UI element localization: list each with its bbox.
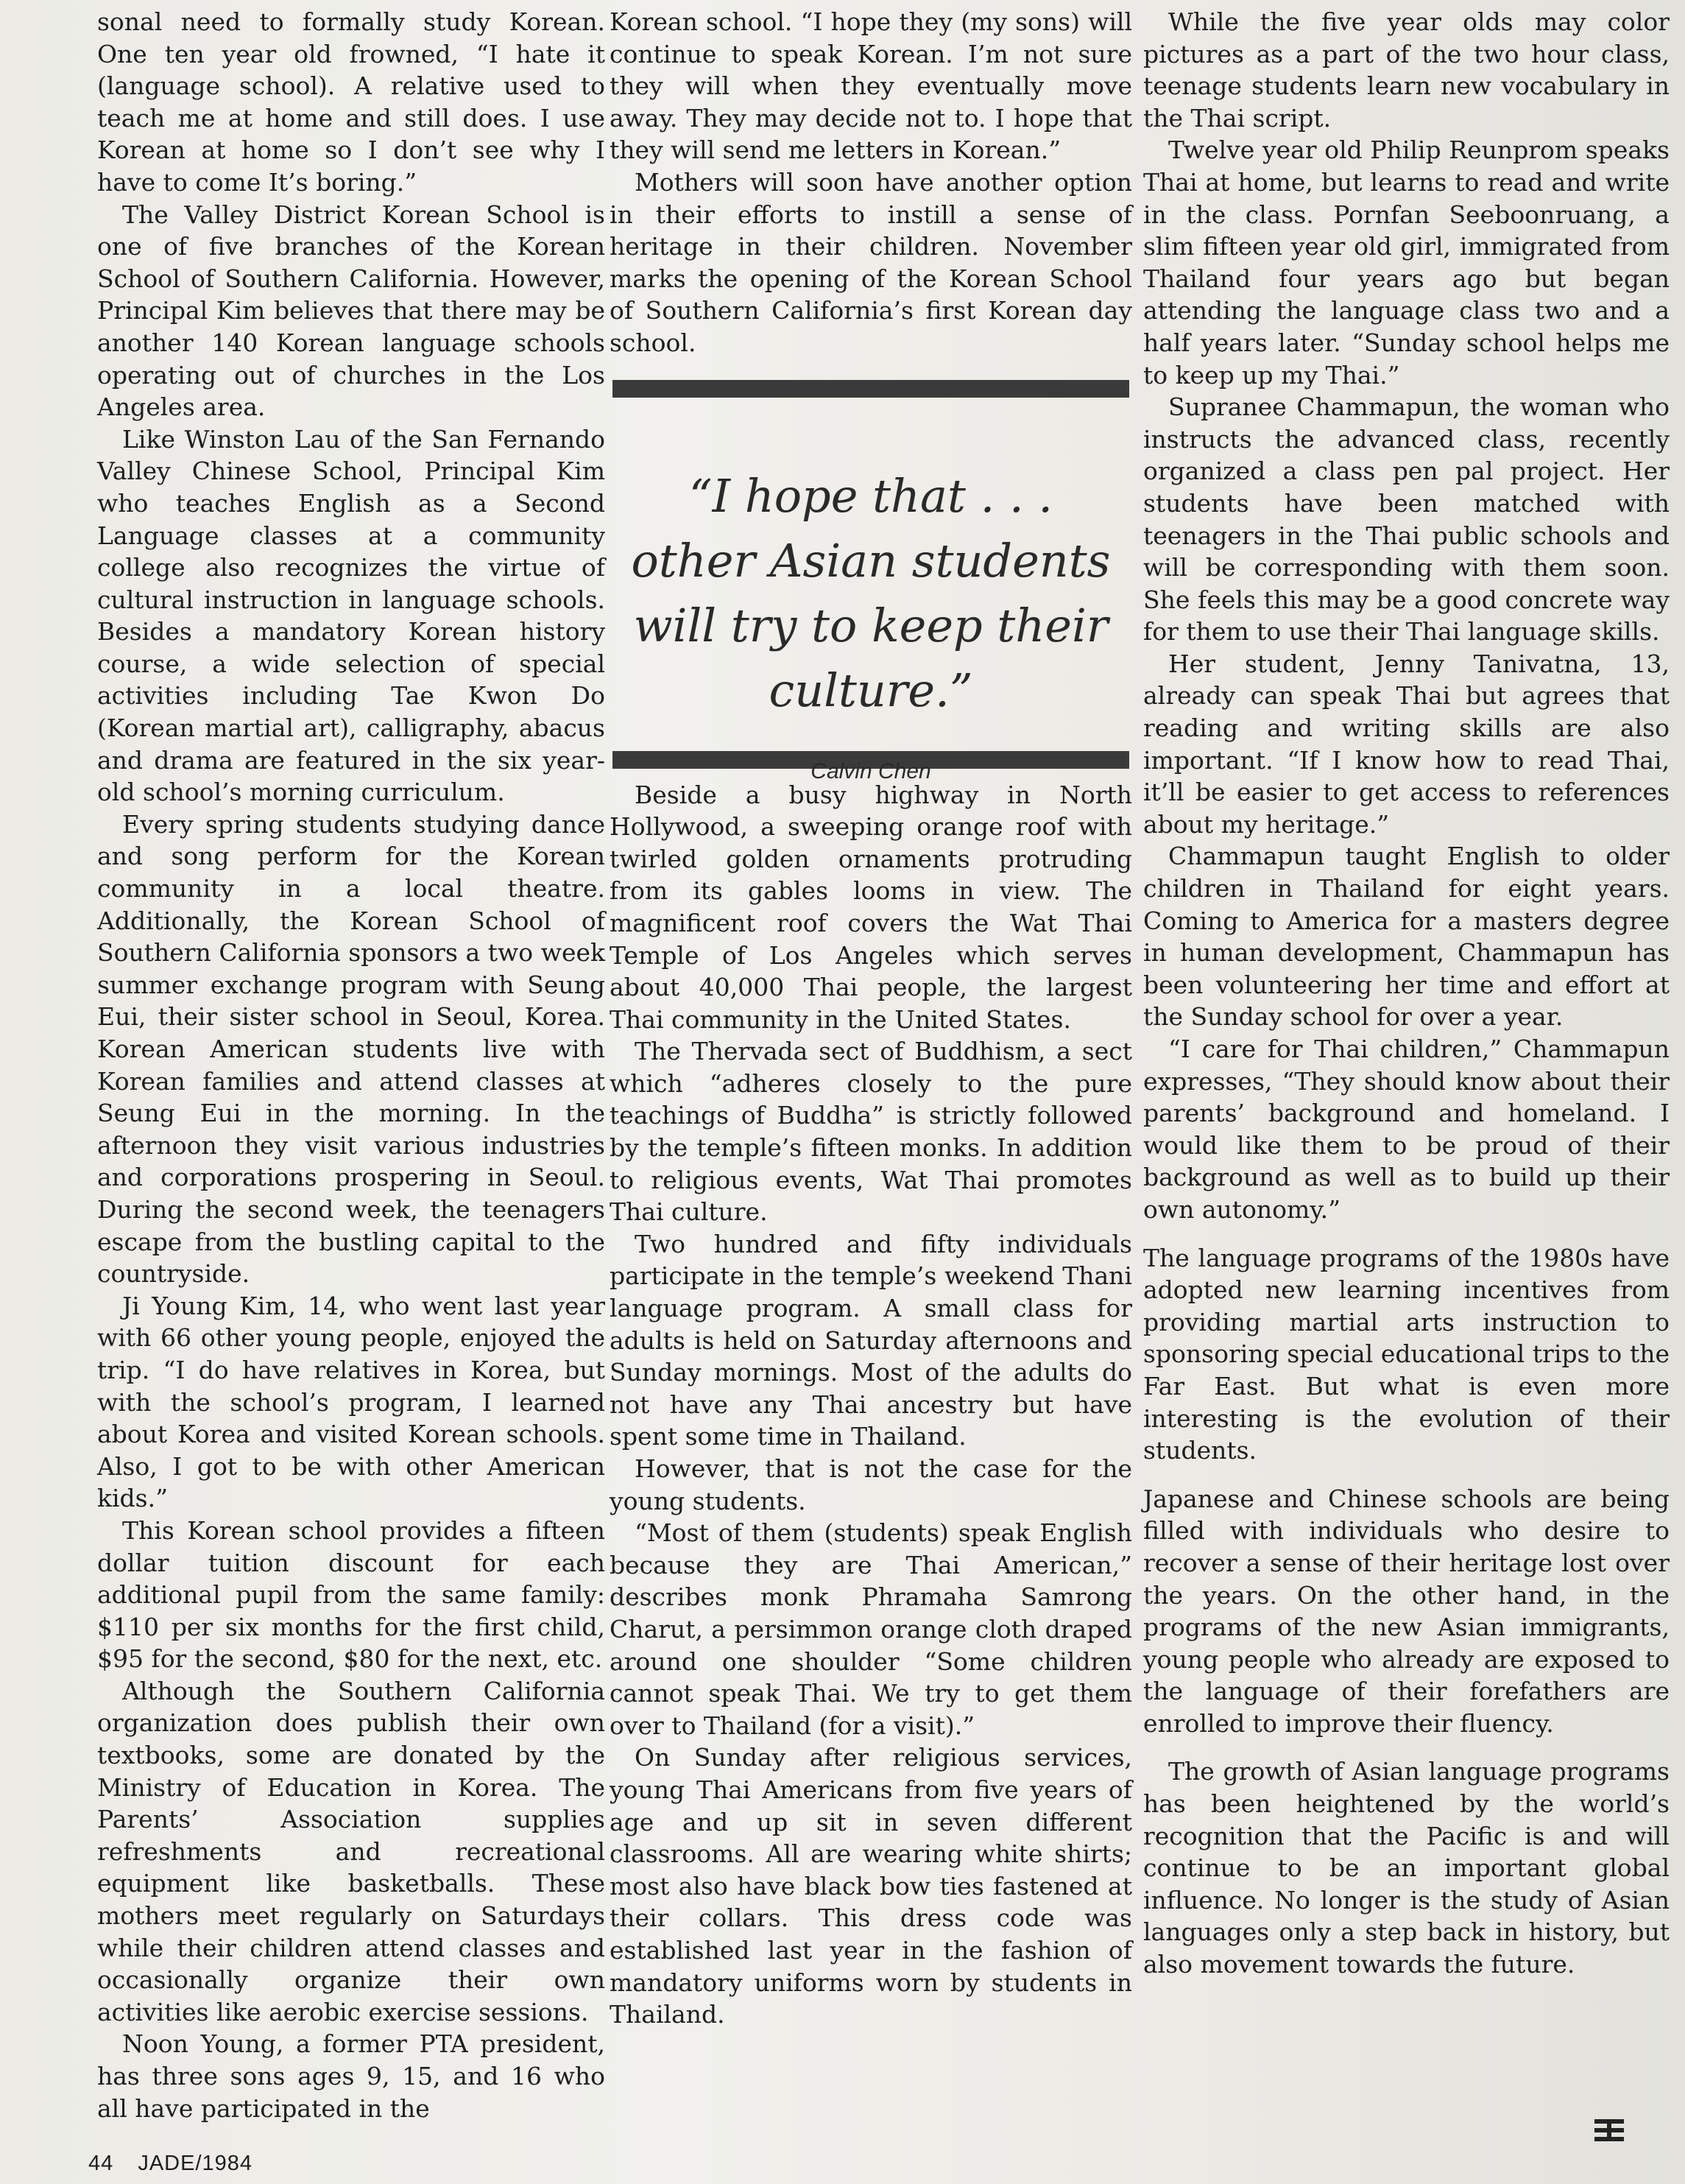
pull-quote: “I hope that . . . other Asian students will try to keep their culture.” — [631, 468, 1111, 717]
paragraph: Twelve year old Philip Reunprom speaks Thai at home, but learns to read and write in the class. Pornfan Seeboonruang, a slim fifteen year old girl, immigrated from Thailand four years ago but began attending the language class two and a half years later. “Sunday school helps me to keep up my Thai.” — [1143, 135, 1670, 390]
pull-quote-credit: Calvin Chen — [810, 758, 931, 783]
pull-quote-top-rule — [612, 380, 1129, 398]
paragraph: The growth of Asian language programs has been heightened by the world’s recognition that the Pacific is and will continue to be an important global influence. No longer is the study of Asian languages only a step back in history, but also movement towards the future. — [1143, 1757, 1670, 1979]
pull-quote-box — [610, 398, 1132, 783]
paragraph: Noon Young, a former PTA president, has three sons ages 9, 15, and 16 who all have participated in the — [97, 2029, 605, 2123]
publication-name: JADE/1984 — [138, 2152, 253, 2175]
column-2 — [610, 6, 1132, 2031]
paragraph: Mothers will soon have another option in their efforts to instill a sense of heritage in their children. November marks the opening of the Korean School of Southern California’s first Korean day school. — [610, 167, 1132, 357]
paragraph: Japanese and Chinese schools are being filled with individuals who desire to recover a sense of their heritage lost over the years. On the other hand, in the programs of the new Asian immigrants, young people who already are exposed to the language of their forefathers are enrolled to improve their fluency. — [1143, 1484, 1670, 1738]
paragraph: Two hundred and fifty individuals participate in the temple’s weekend Thani language program. A small class for adults is held on Saturday afternoons and Sunday mornings. Most of the adults do not have any Thai ancestry but have spent some time in Thailand. — [610, 1229, 1132, 1451]
paragraph: Like Winston Lau of the San Fernando Valley Chinese School, Principal Kim who teaches English as a Second Language classes at a community college also recognizes the virtue of cultural instruction in language schools. Besides a mandatory Korean history course, a wide selection of special activities including Tae Kwon Do (Korean martial art), calligraphy, abacus and drama are featured in the six year-old school’s morning curriculum. — [97, 424, 605, 807]
paragraph: Chammapun taught English to older children in Thailand for eight years. Coming to America for a masters degree in human development, Chammapun has been volunteering her time and effort at the Sunday school for over a year. — [1143, 842, 1670, 1032]
paragraph: Beside a busy highway in North Hollywood, a sweeping orange roof with twirled golden ornaments protruding from its gables looms in view. The magnificent roof covers the Wat Thai Temple of Los Angeles which serves about 40,000 Thai people, the largest Thai community in the United States. — [610, 780, 1132, 1034]
paragraph: While the five year olds may color pictures as a part of the two hour class, teenage students learn new vocabulary in the Thai script. — [1143, 7, 1670, 133]
paragraph: However, that is not the case for the young students. — [610, 1454, 1132, 1515]
paragraph: On Sunday after religious services, young Thai Americans from five years of age and up sit in seven different classrooms. All are wearing white shirts; most also have black bow ties fastened at their collars. This dress code was established last year in the fashion of mandatory uniforms worn by students in Thailand. — [610, 1743, 1132, 2029]
end-of-article-mark-icon — [1594, 2119, 1624, 2141]
paragraph: This Korean school provides a fifteen dollar tuition discount for each additional pupil from the same family: $110 per six months for the first child, $95 for the second, $80 for the next, etc. — [97, 1515, 605, 1674]
paragraph: Every spring students studying dance and song perform for the Korean community in a local theatre. Additionally, the Korean School of Southern California sponsors a two week summer exchange program with Seung Eui, their sister school in Seoul, Korea. Korean American students live with Korean families and attend classes at Seung Eui in the morning. In the afternoon they visit various industries and corporations prospering in Seoul. During the second week, the teenagers escape from the bustling capital to the countryside. — [97, 809, 605, 1289]
page-number: 44 — [88, 2152, 114, 2175]
paragraph: Her student, Jenny Tanivatna, 13, already can speak Thai but agrees that reading and writing skills are also important. “If I know how to read Thai, it’ll be easier to get access to references about my heritage.” — [1143, 649, 1670, 839]
paragraph: Ji Young Kim, 14, who went last year with 66 other young people, enjoyed the trip. “I do have relatives in Korea, but with the school’s program, I learned about Korea and visited Korean schools. Also, I got to be with other American kids.” — [97, 1291, 605, 1513]
paragraph: Korean school. “I hope they (my sons) will continue to speak Korean. I’m not sure they will when they eventually move away. They may decide not to. I hope that they will send me letters in Korean.” — [610, 7, 1132, 165]
paragraph: “Most of them (students) speak English because they are Thai American,” describes monk Phramaha Samrong Charut, a persimmon orange cloth draped around one shoulder “Some children cannot speak Thai. We try to get them over to Thailand (for a visit).” — [610, 1518, 1132, 1740]
column-3 — [1143, 6, 1670, 1981]
paragraph: Supranee Chammapun, the woman who instructs the advanced class, recently organized a class pen pal project. Her students have been matched with teenagers in the Thai public schools and will be corresponding with them soon. She feels this may be a good concrete way for them to use their Thai language skills. — [1143, 392, 1670, 647]
column-1 — [97, 6, 605, 2124]
paragraph: The Thervada sect of Buddhism, a sect which “adheres closely to the pure teachings of Buddha” is strictly followed by the temple’s fifteen monks. In addition to religious events, Wat Thai promotes Thai culture. — [610, 1037, 1132, 1227]
paragraph: sonal need to formally study Korean. One ten year old frowned, “I hate it (language school). A relative used to teach me at home and still does. I use Korean at home so I don’t see why I have to come It’s boring.” — [97, 7, 605, 197]
page-footer — [88, 2152, 270, 2176]
paragraph: Although the Southern California organization does publish their own textbooks, some are donated by the Ministry of Education in Korea. The Parents’ Association supplies refreshments and recreational equipment like basketballs. These mothers meet regularly on Saturdays while their children attend classes and occasionally organize their own activities like aerobic exercise sessions. — [97, 1676, 605, 2026]
paragraph: The language programs of the 1980s have adopted new learning incentives from providing martial arts instruction to sponsoring special educational trips to the Far East. But what is even more interesting is the evolution of their students. — [1143, 1243, 1670, 1465]
paragraph: The Valley District Korean School is one of five branches of the Korean School of Southern California. However, Principal Kim believes that there may be another 140 Korean language schools operating out of churches in the Los Angeles area. — [97, 200, 605, 422]
paragraph: “I care for Thai children,” Chammapun expresses, “They should know about their parents’ background and homeland. I would like them to be proud of their background as well as to build up their own autonomy.” — [1143, 1035, 1670, 1224]
